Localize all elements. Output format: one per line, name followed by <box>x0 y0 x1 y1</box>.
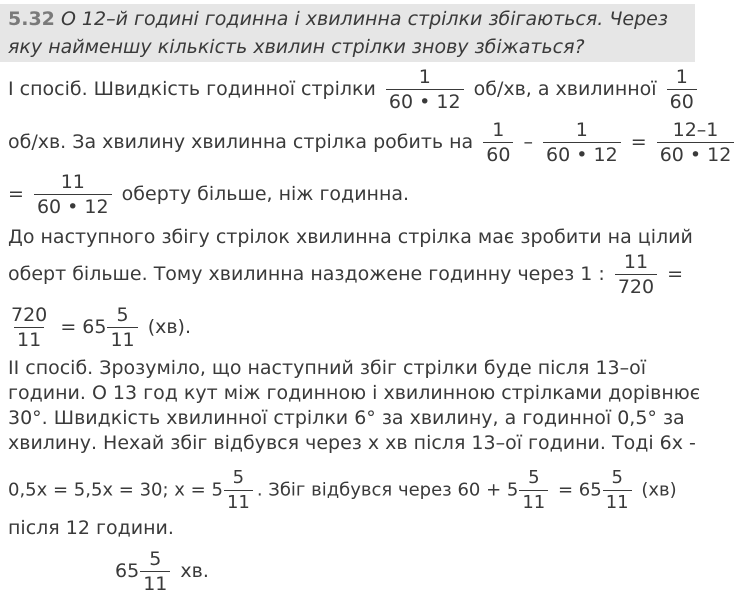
text: оберт більше. Тому хвилинна наздожене годинну через 1 : <box>8 263 605 285</box>
fraction: $\frac{5}{11}$ <box>224 466 253 515</box>
text: хвилину. Нехай збіг відбувся через x хв після 13–ої години. Тоді 6x - <box>8 432 696 454</box>
operator: = <box>667 263 684 285</box>
fraction: $\frac{12-1}{60 • 12}$ <box>657 118 735 167</box>
text: = 65 <box>60 316 107 338</box>
text: 0,5x = 5,5x = 30; x = 5 <box>8 479 223 501</box>
answer-fraction: $\frac{5}{11}$ <box>140 547 170 596</box>
fraction: $\frac{720}{11}$ <box>11 304 48 351</box>
method2-line-6 <box>8 517 174 539</box>
method1-line-5 <box>8 250 683 299</box>
text: (хв) <box>641 479 677 501</box>
method2-line-2 <box>8 382 700 404</box>
method2-line-1 <box>8 357 646 379</box>
fraction: $\frac{5}{11}$ <box>519 466 548 515</box>
problem-number: 5.32 <box>8 8 55 30</box>
text: години. О 13 год кут між годинною і хвилинною стрілками дорівнює <box>8 382 701 404</box>
method1-line-6 <box>8 303 191 352</box>
text: І спосіб. Швидкість годинної стрілки <box>8 78 376 100</box>
text: (хв). <box>147 316 191 338</box>
text: . Збіг відбувся через 60 + 5 <box>256 479 519 501</box>
method1-line-3 <box>8 170 409 219</box>
problem-statement-line-2 <box>8 36 585 58</box>
text: = 65 <box>558 479 602 501</box>
fraction: $\frac{5}{11}$ <box>603 466 632 515</box>
problem-text: яку найменшу кількість хвилин стрілки знову збіжаться? <box>8 36 585 58</box>
answer-whole: 65 <box>115 560 140 582</box>
method1-line-4 <box>8 226 693 248</box>
method1-line-2 <box>8 118 738 167</box>
text: оберту більше, ніж годинна. <box>121 183 410 205</box>
fraction: $\frac{11}{60 • 12}$ <box>34 170 112 219</box>
text: ІІ спосіб. Зрозуміло, що наступний збіг стрілки буде після 13–ої <box>8 357 647 379</box>
text: До наступного збігу стрілок хвилинна стрілка має зробити на цілий <box>8 226 693 248</box>
problem-text: О 12–й годині годинна і хвилинна стрілки збігаються. Через <box>60 8 668 30</box>
text: після 12 години. <box>8 517 174 539</box>
text: об/хв, а хвилинної <box>473 78 657 100</box>
fraction: $\frac{1}{60}$ <box>667 65 697 114</box>
method2-line-4 <box>8 432 696 454</box>
method1-line-1 <box>8 65 701 114</box>
method2-line-5 <box>8 466 677 515</box>
method2-line-3 <box>8 407 685 429</box>
mixed-fraction: $\frac{5}{11}$ <box>107 303 137 352</box>
text: 30°. Швидкість хвилинної стрілки 6° за хвилину, а годинної 0,5° за <box>8 407 685 429</box>
fraction: $\frac{1}{60 • 12}$ <box>386 65 464 114</box>
operator: = <box>8 183 24 205</box>
fraction: $\frac{1}{60}$ <box>483 118 513 167</box>
problem-statement-line-1 <box>8 8 668 30</box>
fraction: $\frac{11}{720}$ <box>615 250 657 299</box>
answer-unit: хв. <box>180 560 209 582</box>
fraction: $\frac{1}{60 • 12}$ <box>543 118 621 167</box>
text: об/хв. За хвилину хвилинна стрілка робить на <box>8 131 474 153</box>
answer <box>115 547 209 596</box>
operator: – <box>523 131 533 153</box>
operator: = <box>630 131 647 153</box>
